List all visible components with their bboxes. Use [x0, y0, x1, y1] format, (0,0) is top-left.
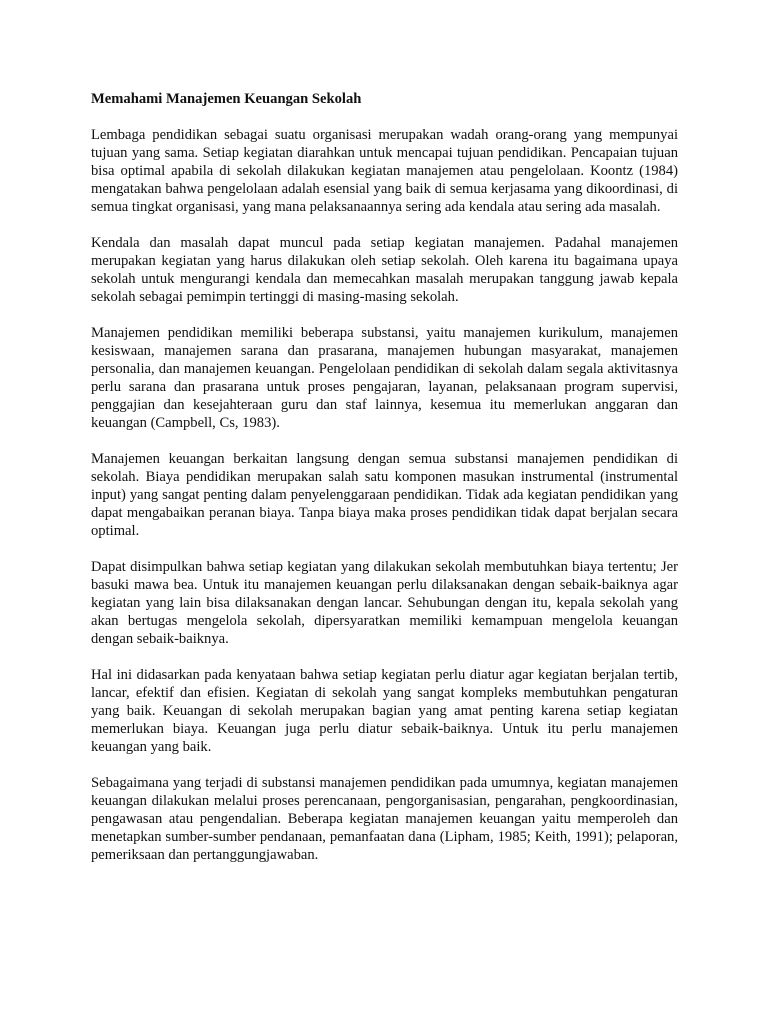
paragraph-6: Hal ini didasarkan pada kenyataan bahwa setiap kegiatan perlu diatur agar kegiatan berjalan tertib, lancar, efektif dan efisien. Kegiatan di sekolah yang sangat kompleks membutuhkan pengaturan yang baik. Keuangan di sekolah merupakan bagian yang amat penting karena setiap kegiatan memerlukan biaya. Keuangan juga perlu diatur sebaik-baiknya. Untuk itu perlu manajemen keuangan yang baik.: [91, 667, 678, 755]
paragraph-4: Manajemen keuangan berkaitan langsung dengan semua substansi manajemen pendidikan di sekolah. Biaya pendidikan merupakan salah satu komponen masukan instrumental (instrumental input) yang sangat penting dalam penyelenggaraan pendidikan. Tidak ada kegiatan pendidikan yang dapat mengabaikan peranan biaya. Tanpa biaya maka proses pendidikan tidak dapat berjalan secara optimal.: [91, 451, 678, 539]
paragraph-2: Kendala dan masalah dapat muncul pada setiap kegiatan manajemen. Padahal manajemen merupakan kegiatan yang harus dilakukan oleh setiap sekolah. Oleh karena itu bagaimana upaya sekolah untuk mengurangi kendala dan memecahkan masalah merupakan tanggung jawab kepala sekolah sebagai pemimpin tertinggi di masing-masing sekolah.: [91, 235, 678, 305]
document-title: Memahami Manajemen Keuangan Sekolah: [91, 91, 362, 107]
paragraph-5: Dapat disimpulkan bahwa setiap kegiatan yang dilakukan sekolah membutuhkan biaya tertentu; Jer basuki mawa bea. Untuk itu manajemen keuangan perlu dilaksanakan dengan sebaik-baiknya agar kegiatan yang lain bisa dilaksanakan dengan lancar. Sehubungan dengan itu, kepala sekolah yang akan bertugas mengelola sekolah, dipersyaratkan memiliki kemampuan mengelola keuangan dengan sebaik-baiknya.: [91, 559, 678, 647]
paragraph-1: Lembaga pendidikan sebagai suatu organisasi merupakan wadah orang-orang yang mempunyai tujuan yang sama. Setiap kegiatan diarahkan untuk mencapai tujuan pendidikan. Pencapaian tujuan bisa optimal apabila di sekolah dilakukan kegiatan manajemen atau pengelolaan. Koontz (1984) mengatakan bahwa pengelolaan adalah esensial yang baik di semua kerjasama yang dikoordinasi, di semua tingkat organisasi, yang mana pelaksanaannya sering ada kendala atau sering ada masalah.: [91, 127, 678, 215]
paragraph-3: Manajemen pendidikan memiliki beberapa substansi, yaitu manajemen kurikulum, manajemen kesiswaan, manajemen sarana dan prasarana, manajemen hubungan masyarakat, manajemen personalia, dan manajemen keuangan. Pengelolaan pendidikan di sekolah dalam segala aktivitasnya perlu sarana dan prasarana untuk proses pengajaran, layanan, pelaksanaan program supervisi, penggajian dan kesejahteraan guru dan staf lainnya, kesemua itu memerlukan anggaran dan keuangan (Campbell, Cs, 1983).: [91, 325, 678, 431]
document-body: [91, 90, 678, 882]
paragraph-7: Sebagaimana yang terjadi di substansi manajemen pendidikan pada umumnya, kegiatan manajemen keuangan dilakukan melalui proses perencanaan, pengorganisasian, pengarahan, pengkoordinasian, pengawasan atau pengendalian. Beberapa kegiatan manajemen keuangan yaitu memperoleh dan menetapkan sumber-sumber pendanaan, pemanfaatan dana (Lipham, 1985; Keith, 1991); pelaporan, pemeriksaan dan pertanggungjawaban.: [91, 775, 678, 863]
